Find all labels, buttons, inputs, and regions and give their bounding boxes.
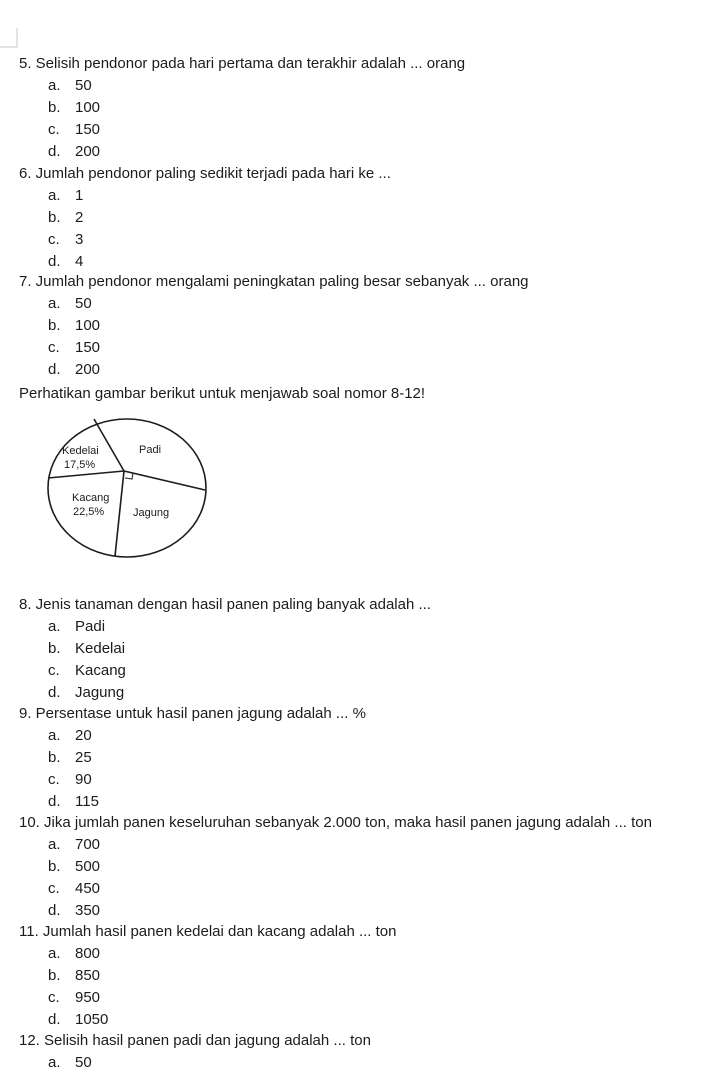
option-value: 500 <box>75 858 101 875</box>
option-6-a <box>48 187 83 205</box>
option-6-c <box>48 231 83 249</box>
option-value: Kedelai <box>75 640 126 657</box>
slice-label-kedelai: Kedelai <box>62 445 99 457</box>
instruction-text: Perhatikan gambar berikut untuk menjawab soal nomor 8-12! <box>19 385 426 402</box>
option-letter: c. <box>48 662 60 679</box>
slice-label-kacang: Kacang <box>72 492 110 504</box>
option-9-b <box>48 749 92 767</box>
option-letter: a. <box>48 77 61 94</box>
option-letter: b. <box>48 640 61 657</box>
option-12-a <box>48 1054 92 1072</box>
option-letter: d. <box>48 253 61 270</box>
option-value: 25 <box>75 749 92 766</box>
option-value: Jagung <box>75 684 125 701</box>
option-6-b <box>48 209 83 227</box>
option-7-c <box>48 339 100 357</box>
option-letter: a. <box>48 618 61 635</box>
option-7-d <box>48 361 100 379</box>
option-11-c <box>48 989 100 1007</box>
option-letter: a. <box>48 295 61 312</box>
option-letter: d. <box>48 361 61 378</box>
question-11: 11. Jumlah hasil panen kedelai dan kacang adalah ... ton <box>19 923 397 940</box>
option-9-a <box>48 727 92 745</box>
question-6: 6. Jumlah pendonor paling sedikit terjadi pada hari ke ... <box>19 165 391 182</box>
pie-outline <box>48 419 206 557</box>
option-value: 450 <box>75 880 101 897</box>
option-value: 4 <box>75 253 84 270</box>
option-value: 850 <box>75 967 101 984</box>
option-7-a <box>48 295 92 313</box>
option-11-b <box>48 967 100 985</box>
option-letter: b. <box>48 749 61 766</box>
option-value: 50 <box>75 1054 92 1071</box>
option-6-d <box>48 253 83 271</box>
option-letter: a. <box>48 836 61 853</box>
option-letter: a. <box>48 945 61 962</box>
option-value: 200 <box>75 143 101 160</box>
option-value: 950 <box>75 989 101 1006</box>
option-value: 150 <box>75 121 101 138</box>
option-value: 50 <box>75 295 92 312</box>
question-5: 5. Selisih pendonor pada hari pertama dan terakhir adalah ... orang <box>19 55 466 72</box>
option-value: 200 <box>75 361 101 378</box>
option-letter: d. <box>48 902 61 919</box>
option-value: 3 <box>75 231 84 248</box>
slice-label-jagung: Jagung <box>133 507 170 519</box>
option-8-d <box>48 684 124 702</box>
option-value: 90 <box>75 771 92 788</box>
option-9-d <box>48 793 99 811</box>
option-letter: a. <box>48 1054 61 1071</box>
option-value: 20 <box>75 727 92 744</box>
option-8-c <box>48 662 126 680</box>
option-7-b <box>48 317 100 335</box>
option-letter: c. <box>48 880 60 897</box>
option-value: 150 <box>75 339 101 356</box>
option-letter: a. <box>48 727 61 744</box>
slice-label-padi: Padi <box>139 444 162 456</box>
option-letter: d. <box>48 143 61 160</box>
option-10-b <box>48 858 100 876</box>
option-value: 1050 <box>75 1011 109 1028</box>
option-value: 700 <box>75 836 101 853</box>
option-value: 100 <box>75 317 101 334</box>
option-value: 50 <box>75 77 92 94</box>
option-letter: c. <box>48 989 60 1006</box>
option-9-c <box>48 771 92 789</box>
question-8: 8. Jenis tanaman dengan hasil panen paling banyak adalah ... <box>19 596 431 613</box>
option-5-c <box>48 121 100 139</box>
question-9: 9. Persentase untuk hasil panen jagung adalah ... % <box>19 705 366 722</box>
pie-chart <box>44 415 210 561</box>
question-10: 10. Jika jumlah panen keseluruhan sebanyak 2.000 ton, maka hasil panen jagung adalah ... ton <box>19 814 652 831</box>
option-5-a <box>48 77 92 95</box>
option-letter: b. <box>48 317 61 334</box>
page-corner-mark <box>0 0 18 48</box>
option-value: 100 <box>75 99 101 116</box>
slice-value-kacang: 22,5% <box>73 506 105 518</box>
option-value: 2 <box>75 209 84 226</box>
option-letter: b. <box>48 209 61 226</box>
option-5-b <box>48 99 100 117</box>
option-8-b <box>48 640 125 658</box>
option-letter: d. <box>48 793 61 810</box>
question-12: 12. Selisih hasil panen padi dan jagung adalah ... ton <box>19 1032 371 1049</box>
option-value: Kacang <box>75 662 126 679</box>
option-letter: c. <box>48 121 60 138</box>
option-5-d <box>48 143 100 161</box>
option-value: 800 <box>75 945 101 962</box>
option-11-d <box>48 1011 108 1029</box>
option-10-d <box>48 902 100 920</box>
option-letter: c. <box>48 771 60 788</box>
option-value: 1 <box>75 187 84 204</box>
slice-value-kedelai: 17,5% <box>64 459 96 471</box>
option-letter: b. <box>48 858 61 875</box>
option-10-a <box>48 836 100 854</box>
option-value: Padi <box>75 618 106 635</box>
option-8-a <box>48 618 105 636</box>
question-7: 7. Jumlah pendonor mengalami peningkatan paling besar sebanyak ... orang <box>19 273 529 290</box>
option-letter: a. <box>48 187 61 204</box>
option-letter: c. <box>48 339 60 356</box>
option-letter: d. <box>48 684 61 701</box>
option-11-a <box>48 945 100 963</box>
option-value: 350 <box>75 902 101 919</box>
option-letter: b. <box>48 99 61 116</box>
option-letter: b. <box>48 967 61 984</box>
option-10-c <box>48 880 100 898</box>
option-letter: c. <box>48 231 60 248</box>
option-value: 115 <box>75 793 99 810</box>
option-letter: d. <box>48 1011 61 1028</box>
